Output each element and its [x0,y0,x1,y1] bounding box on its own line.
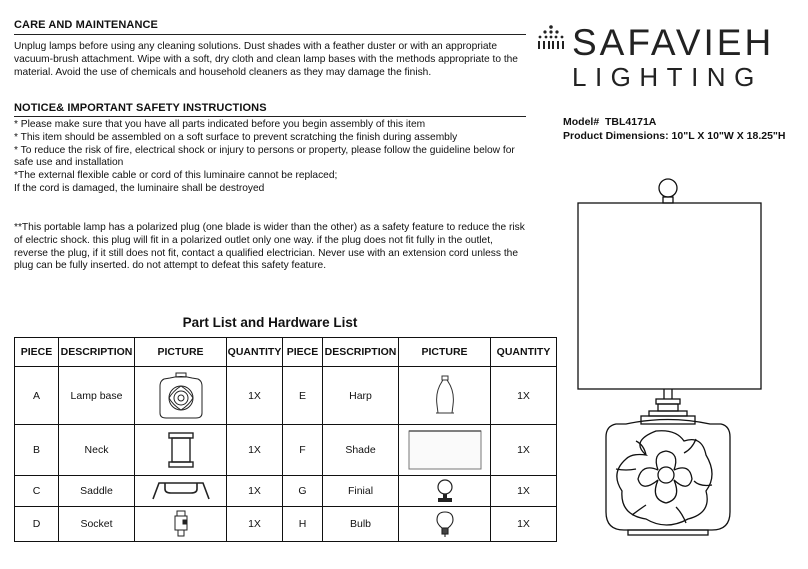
care-heading: CARE AND MAINTENANCE [14,19,158,31]
shade-icon [407,429,483,471]
description-cell: Neck [59,425,135,476]
piece-cell: B [15,425,59,476]
lamp-base-icon [158,371,204,421]
model-label: Model# [563,116,600,128]
quantity-cell: 1X [491,507,557,542]
table-row [15,367,557,425]
brand-name: SAFAVIEH [572,22,775,63]
picture-cell [135,425,227,476]
description-cell: Lamp base [59,367,135,425]
neck-icon [166,431,196,469]
description-cell: Saddle [59,476,135,507]
piece-cell: E [283,367,323,425]
notice-line: * Please make sure that you have all parts indicated before you begin assembly of this item [14,119,426,130]
harp-icon [433,375,457,417]
parts-title: Part List and Hardware List [182,315,358,330]
care-divider [14,34,526,35]
piece-cell: F [283,425,323,476]
table-header-row [15,338,557,367]
bulb-icon [435,510,455,538]
table-row [15,476,557,507]
picture-cell [135,507,227,542]
picture-cell [399,367,491,425]
description-cell: Shade [323,425,399,476]
lamp-drawing [570,175,800,560]
notice-heading: NOTICE& IMPORTANT SAFETY INSTRUCTIONS [14,102,267,114]
col-description: DESCRIPTION [323,338,399,367]
col-quantity: QUANTITY [227,338,283,367]
finial-icon [434,478,456,504]
col-piece: PIECE [283,338,323,367]
picture-cell [135,476,227,507]
plug-warning-text: **This portable lamp has a polarized plug (one blade is wider than the other) as a safety feature to reduce the risk of electric shock. this plug will fit in a polarized outlet only one way. if the plug does not fit fully in the outlet, reverse the plug, if it still does not fit, contact a qualified electrician. Never use with an extension cord unless the plug can be fully inserted. do not attempt to defeat this safety feature. [14,222,525,272]
parts-table [14,337,557,542]
model-number: TBL4171A [605,116,657,128]
table-row [15,425,557,476]
quantity-cell: 1X [227,507,283,542]
col-piece: PIECE [15,338,59,367]
table-row [15,507,557,542]
description-cell: Harp [323,367,399,425]
col-description: DESCRIPTION [59,338,135,367]
quantity-cell: 1X [491,476,557,507]
notice-line: *The external flexible cable or cord of this luminaire cannot be replaced; [14,170,338,182]
quantity-cell: 1X [227,476,283,507]
quantity-cell: 1X [227,425,283,476]
saddle-icon [151,479,211,503]
socket-icon [173,510,189,538]
safavieh-logo-icon [536,24,566,50]
quantity-cell: 1X [491,425,557,476]
description-cell: Bulb [323,507,399,542]
picture-cell [399,476,491,507]
quantity-cell: 1X [491,367,557,425]
picture-cell [399,507,491,542]
notice-list [14,119,528,196]
dimensions-line [563,130,786,142]
dimensions-value: 10"L X 10"W X 18.25"H [671,130,786,142]
col-picture: PICTURE [399,338,491,367]
notice-line: * This item should be assembled on a soft surface to prevent scratching the finish during assembly [14,131,458,143]
piece-cell: H [283,507,323,542]
piece-cell: D [15,507,59,542]
notice-line: * To reduce the risk of fire, electrical shock or injury to persons or property, please follow the guideline below for safe use and installation [14,144,515,169]
piece-cell: A [15,367,59,425]
picture-cell [399,425,491,476]
description-cell: Socket [59,507,135,542]
model-line [563,116,656,128]
dimensions-label: Product Dimensions: [563,130,669,142]
description-cell: Finial [323,476,399,507]
picture-cell [135,367,227,425]
piece-cell: C [15,476,59,507]
notice-line: If the cord is damaged, the luminaire shall be destroyed [14,182,265,194]
care-text: Unplug lamps before using any cleaning solutions. Dust shades with a feather duster or with an appropriate vacuum-brush attachment. Wipe with a soft, dry cloth and clean lamp bases with the methods appropriate to the material. Avoid the use of chemicals and household cleaners as they may damage the finish. [14,41,518,78]
notice-divider [14,116,526,117]
col-quantity: QUANTITY [491,338,557,367]
brand-subtitle: LIGHTING [572,62,763,92]
quantity-cell: 1X [227,367,283,425]
piece-cell: G [283,476,323,507]
col-picture: PICTURE [135,338,227,367]
